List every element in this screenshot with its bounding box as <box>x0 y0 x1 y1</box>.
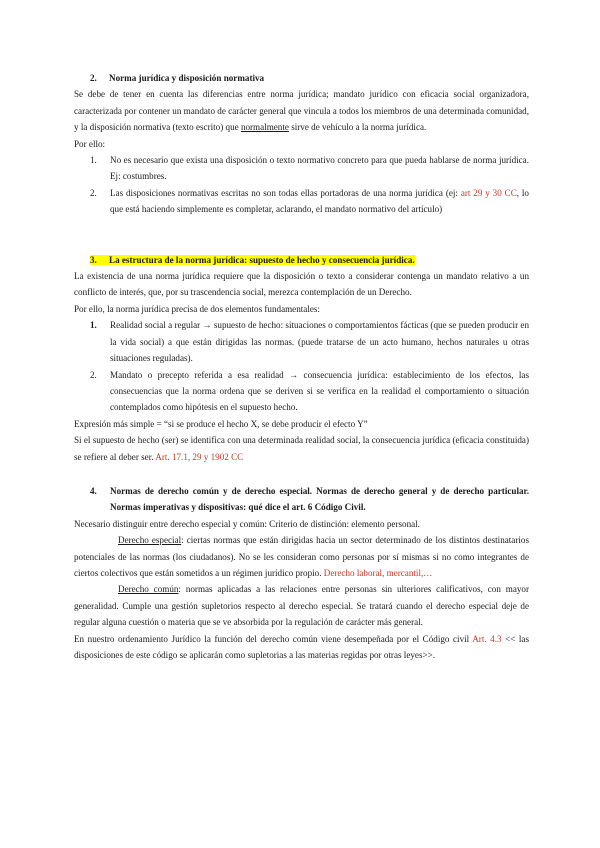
section-4-heading <box>74 483 529 516</box>
list-item-text: Realidad social a regular → supuesto de hecho: situaciones o comportamientos fácticas (que se pueden producir en la vida social) a que están dirigidas las normas. (puede tratarse de un acto humano, hechos naturales u otras situaciones reguladas). <box>110 320 529 364</box>
list-item <box>74 152 529 185</box>
paragraph-text: En nuestro ordenamiento Jurídico la función del derecho común viene desempeñada por el Código civil <box>74 633 473 644</box>
section-3-list <box>74 317 529 415</box>
term-derecho-comun: Derecho común <box>118 584 179 595</box>
list-item-text: Las disposiciones normativas escritas no son todas ellas portadoras de una norma jurídica (ej: <box>110 187 461 198</box>
derecho-comun-paragraph <box>74 581 529 630</box>
section-2-heading <box>74 70 529 86</box>
section-2-paragraph <box>74 86 529 135</box>
section-3-number: 3. <box>90 254 97 265</box>
section-3-paragraph <box>74 432 529 465</box>
paragraph-text: sirve de vehículo a la norma jurídica. <box>288 122 427 133</box>
underlined-word: normalmente <box>240 122 289 133</box>
list-item <box>74 367 529 416</box>
section-2-number: 2. <box>90 73 97 83</box>
list-number: 1. <box>90 320 97 331</box>
por-ello-line: Por ello: <box>74 138 106 149</box>
paragraph-text: : normas aplicadas a las relaciones entre personas sin ulteriores calificativos, con mayor generalidad. Cumple una gestión supletorios respecto al derecho especial. Se tratará cuando el derecho especial deje de regular alguna cuestión o materia que se ve absorbida por la regulación de carácter más general. <box>74 584 529 628</box>
legal-reference: Art. 17.1, 29 y 1902 CC <box>155 451 244 462</box>
paragraph-text: Se debe de tener en cuenta las diferencias entre norma jurídica; mandato jurídico con eficacia social organizadora, caracterizada por contener un mandato de carácter general que vincula a todos los miembros de una determinada comunidad, y la disposición normativa (texto escrito) que <box>74 89 529 133</box>
section-4-paragraph: Necesario distinguir entre derecho especial y común: Criterio de distinción: elemento personal. <box>74 518 420 529</box>
legal-reference: art 29 y 30 CC <box>460 187 517 198</box>
legal-reference: Derecho laboral, mercantil,… <box>323 567 433 578</box>
paragraph-text: << las disposiciones de este código se aplicarán como supletorias a las materias regidas por otras leyes>>. <box>74 633 530 660</box>
section-2-list <box>74 152 529 218</box>
list-number: 2. <box>90 187 97 198</box>
paragraph-text: Si el supuesto de hecho (ser) se identifica con una determinada realidad social, la consecuencia jurídica (eficacia constituida) se refiere al deber ser. <box>74 435 529 462</box>
section-2-title: Norma jurídica y disposición normativa <box>109 73 265 83</box>
list-item-text: Mandato o precepto referida a esa realidad → consecuencia jurídica: establecimiento de los efectos, las consecuencias que la norma ordena que se deriven si se verifica en la realidad el comportamiento o situación contemplados como hipótesis en el supuesto hecho. <box>110 369 529 413</box>
term-derecho-especial: Derecho especial <box>118 535 182 546</box>
list-number: 1. <box>90 155 97 166</box>
list-item <box>74 317 529 366</box>
paragraph-text: : ciertas normas que están dirigidas hacia un sector determinado de los distintos destinatarios potenciales de las normas (los ciudadanos). No se les consideran como personas por sí mismas si no como integrantes de ciertos colectivos que están sometidos a un régimen jurídico propio. <box>74 535 529 578</box>
section-3-heading <box>74 252 529 268</box>
list-item-text: , lo que está haciendo simplemente es completar, aclarando, el mandato normativo del artículo) <box>110 187 529 215</box>
expression-line: Expresión más simple = “si se produce el hecho X, se debe producir el efecto Y” <box>74 418 368 429</box>
legal-reference: Art. 4.3 <box>472 633 502 644</box>
derecho-especial-paragraph <box>74 532 529 581</box>
section-4-number: 4. <box>90 485 97 496</box>
list-item-text: No es necesario que exista una disposición o texto normativo concreto para que pueda hablarse de norma jurídica. Ej: costumbres. <box>110 155 529 182</box>
section-4-paragraph <box>74 631 529 664</box>
section-3-paragraph: Por ello, la norma jurídica precisa de dos elementos fundamentales: <box>74 303 320 314</box>
section-3-paragraph: La existencia de una norma jurídica requiere que la disposición o texto a considerar contenga un mandato relativo a un conflicto de interés, que, por su trascendencia social, merezca contemplación de un Derecho. <box>74 271 529 298</box>
section-4-title: Normas de derecho común y de derecho especial. Normas de derecho general y de derecho particular. Normas imperativas y dispositivas: qué dice el art. 6 Código Civil. <box>110 485 529 513</box>
list-item <box>74 185 529 218</box>
section-3-title: La estructura de la norma jurídica: supuesto de hecho y consecuencia jurídica. <box>109 254 415 265</box>
document-page <box>74 70 529 663</box>
list-number: 2. <box>90 369 97 380</box>
